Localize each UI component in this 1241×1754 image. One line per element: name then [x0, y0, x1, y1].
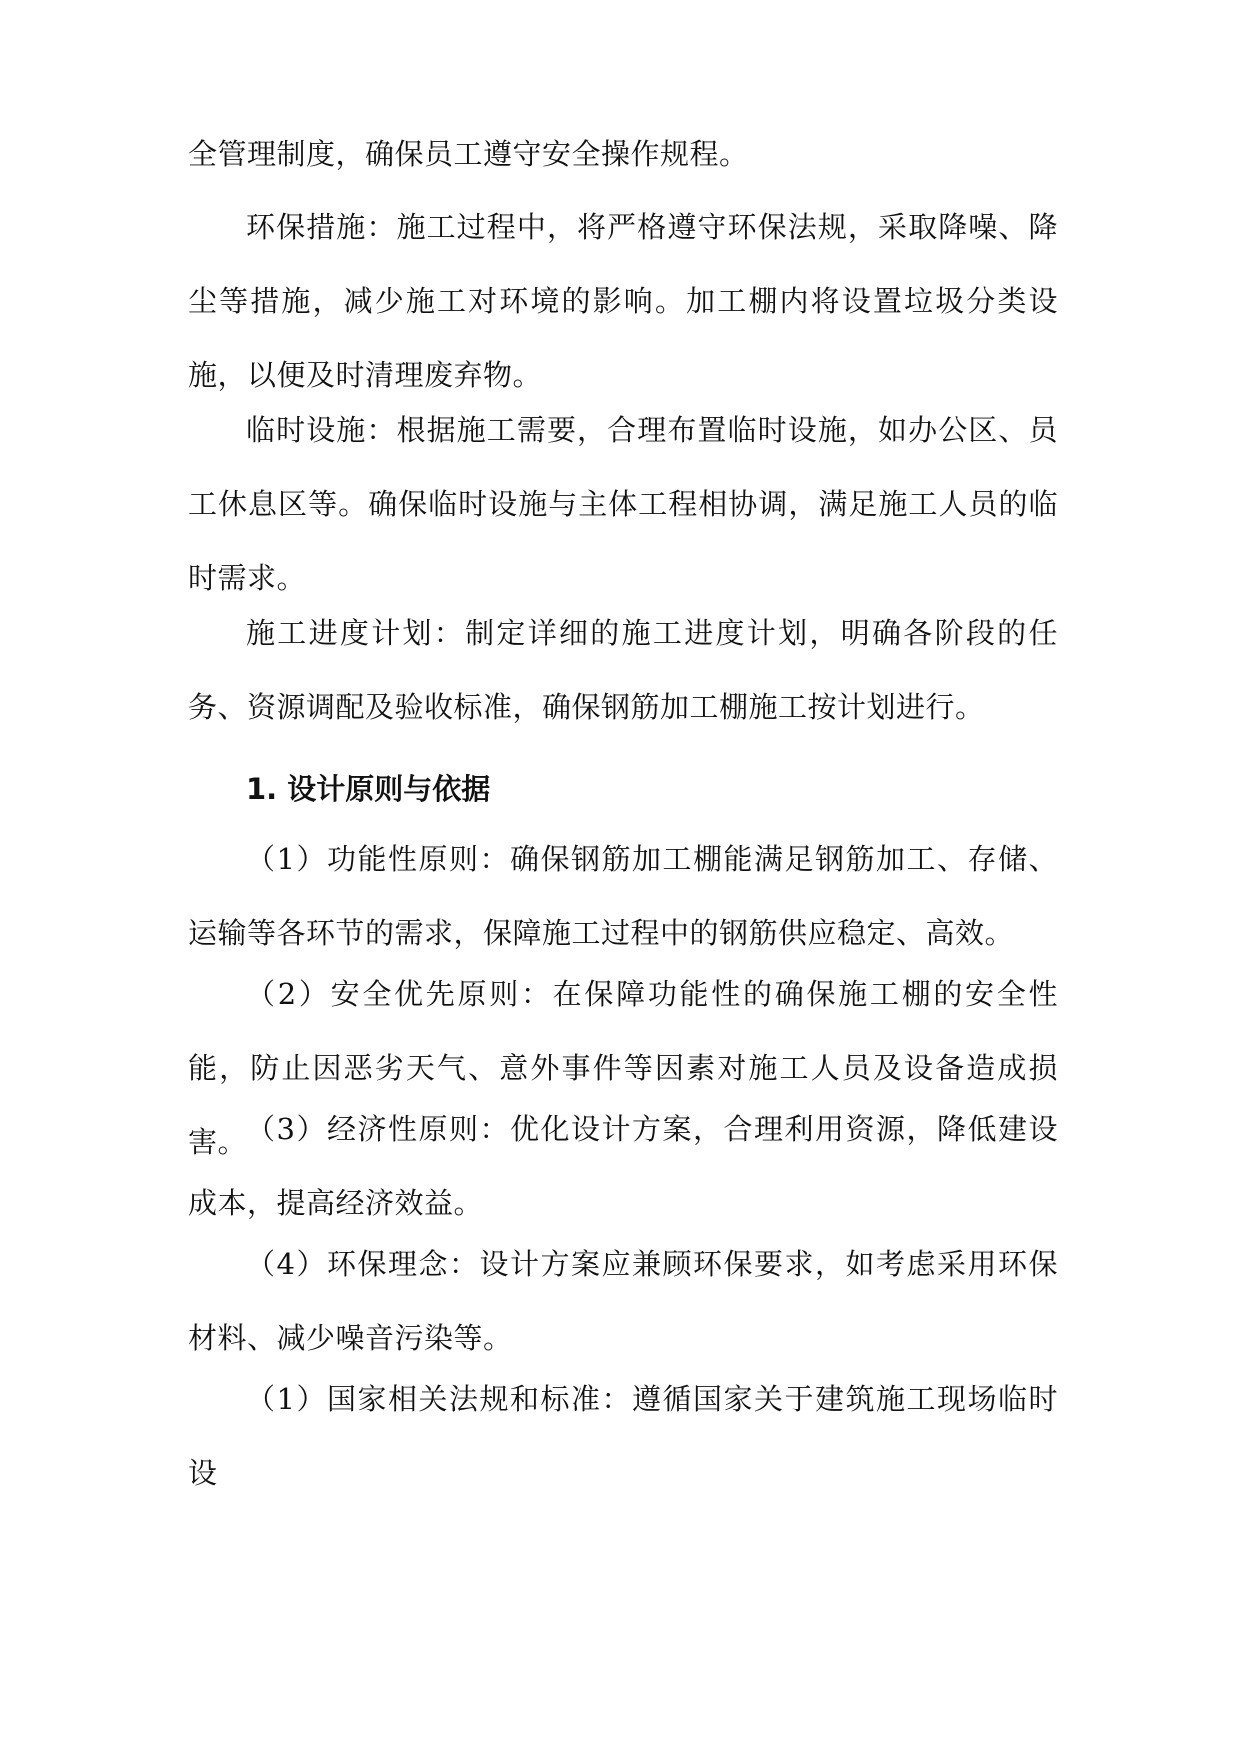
section-heading: 1. 设计原则与依据: [246, 772, 491, 806]
paragraph-environmental-measures: 环保措施：施工过程中，将严格遵守环保法规，采取降噪、降尘等措施，减少施工对环境的影响。加工棚内将设置垃圾分类设施，以便及时清理废弃物。: [188, 210, 1058, 392]
principle-economy: （3）经济性原则：优化设计方案，合理利用资源，降低建设成本，提高经济效益。: [188, 1112, 1058, 1220]
principle-environmental: （4）环保理念：设计方案应兼顾环保要求，如考虑采用环保材料、减少噪音污染等。: [188, 1247, 1058, 1355]
principle-functionality: （1）功能性原则：确保钢筋加工棚能满足钢筋加工、存储、运输等各环节的需求，保障施工过程中的钢筋供应稳定、高效。: [188, 842, 1058, 950]
basis-national-regulations: （1）国家相关法规和标准：遵循国家关于建筑施工现场临时设: [188, 1382, 1058, 1490]
paragraph-schedule-plan: 施工进度计划：制定详细的施工进度计划，明确各阶段的任务、资源调配及验收标准，确保钢筋加工棚施工按计划进行。: [188, 616, 1058, 724]
principle-safety-first: （2）安全优先原则：在保障功能性的确保施工棚的安全性能，防止因恶劣天气、意外事件等因素对施工人员及设备造成损害。: [188, 977, 1058, 1159]
paragraph-temporary-facilities: 临时设施：根据施工需要，合理布置临时设施，如办公区、员工休息区等。确保临时设施与主体工程相协调，满足施工人员的临时需求。: [188, 413, 1058, 595]
paragraph-safety-tail: 全管理制度，确保员工遵守安全操作规程。: [188, 137, 749, 171]
